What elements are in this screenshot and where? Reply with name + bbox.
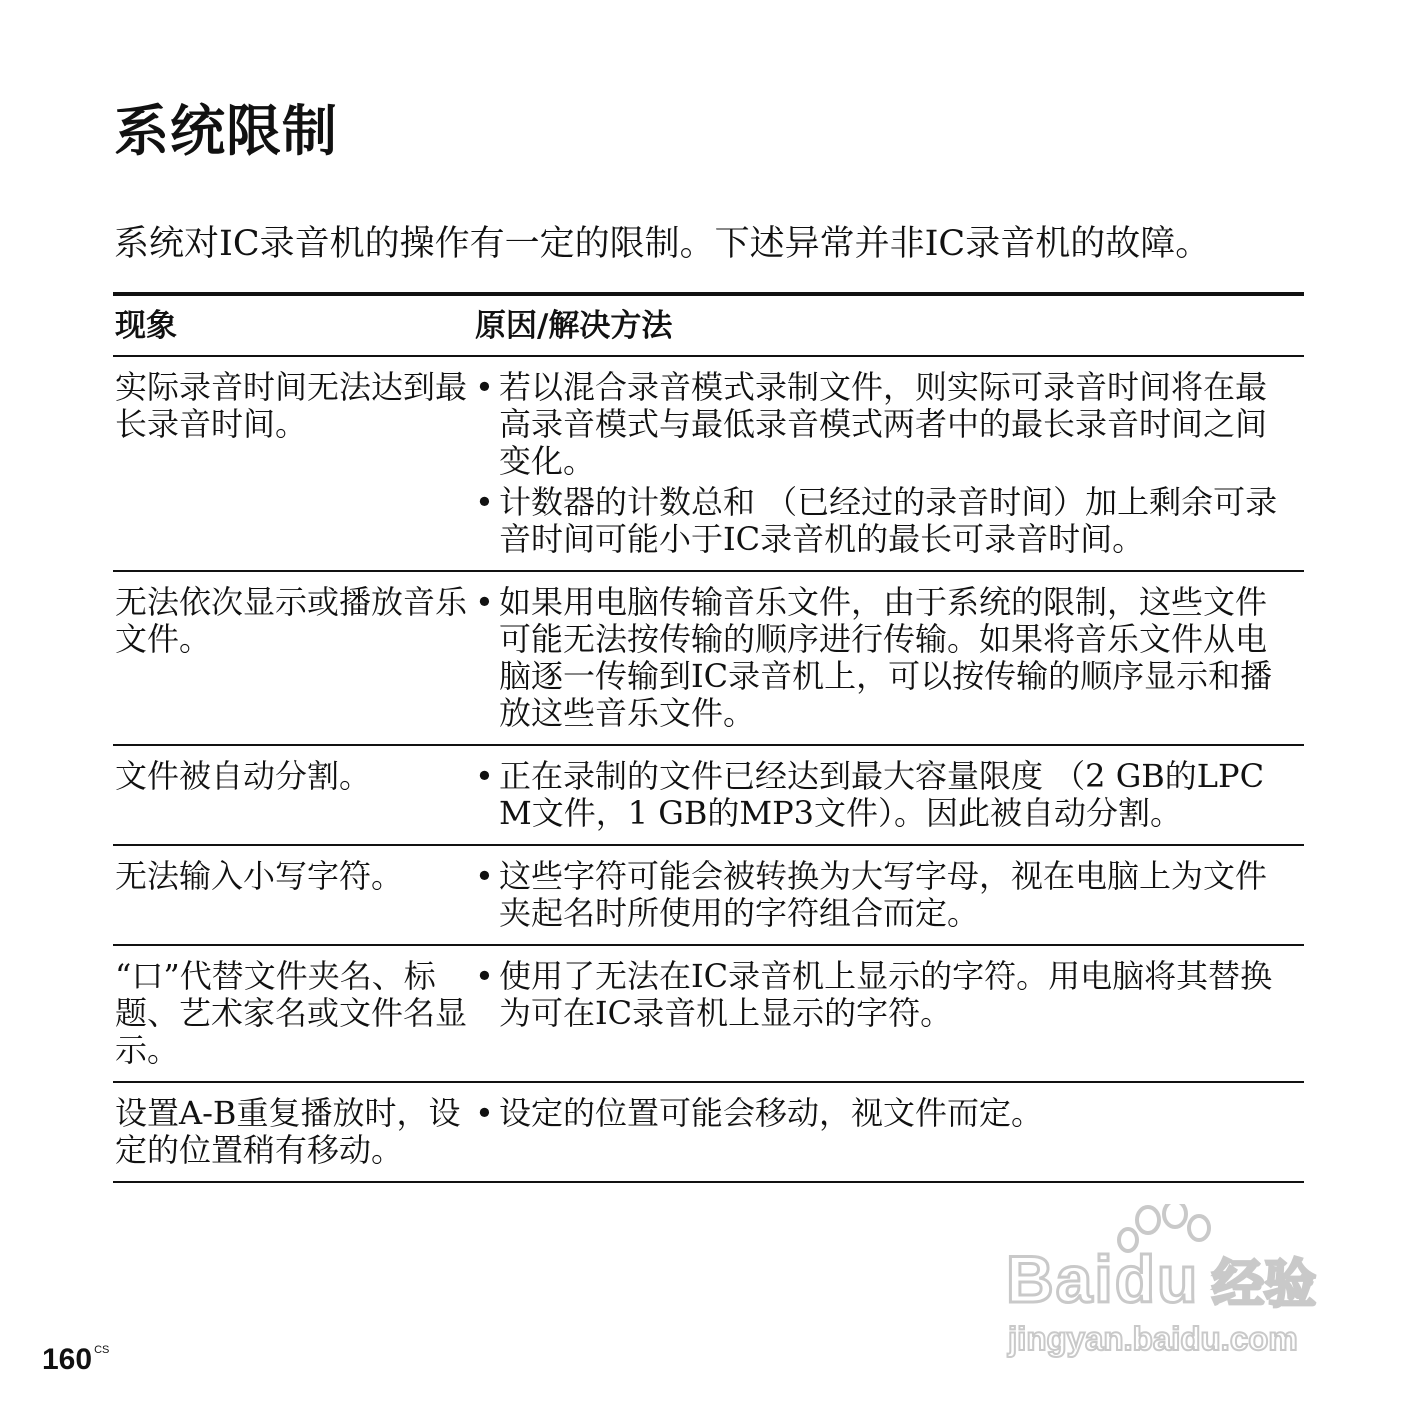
- bullet-icon: •: [475, 957, 494, 995]
- watermark-brand: Baidu: [1006, 1242, 1200, 1316]
- cause-cell: [475, 584, 1304, 732]
- cause-bullet: [475, 858, 1304, 932]
- page-number-value: 160: [42, 1343, 93, 1376]
- table-row: [113, 572, 1304, 746]
- cause-bullet: [475, 584, 1304, 732]
- bullet-icon: •: [475, 757, 494, 795]
- cause-cell: [475, 858, 1304, 932]
- page-number: [42, 1345, 109, 1375]
- watermark-url: jingyan.baidu.com: [1008, 1320, 1298, 1357]
- cause-cell: [475, 758, 1304, 832]
- cause-bullet: [475, 369, 1304, 480]
- cause-text: 使用了无法在IC录音机上显示的字符。用电脑将其替换为可在IC录音机上显示的字符。: [499, 957, 1273, 1032]
- symptom-cell: 无法依次显示或播放音乐文件。: [115, 583, 468, 658]
- table-row: [113, 946, 1304, 1083]
- page-language-suffix: CS: [94, 1344, 110, 1356]
- symptom-cell: 实际录音时间无法达到最长录音时间。: [115, 368, 468, 443]
- cause-text: 计数器的计数总和 （已经过的录音时间）加上剩余可录音时间可能小于IC录音机的最长可录音时间。: [499, 483, 1278, 558]
- table-row: [113, 746, 1304, 846]
- watermark-brand-suffix: 经验: [1212, 1255, 1317, 1315]
- header-symptom: 现象: [115, 307, 177, 344]
- cause-bullet: [475, 758, 1304, 832]
- cause-cell: [475, 958, 1304, 1069]
- cause-text: 这些字符可能会被转换为大写字母，视在电脑上为文件夹起名时所使用的字符组合而定。: [499, 857, 1268, 932]
- cause-text: 正在录制的文件已经达到最大容量限度 （2 GB的LPCM文件，1 GB的MP3文件）。因此被自动分割。: [499, 757, 1265, 832]
- page-title: 系统限制: [114, 99, 339, 163]
- bullet-icon: •: [475, 857, 494, 895]
- cause-bullet: [475, 484, 1304, 558]
- table-header-row: [113, 296, 1304, 357]
- cause-cell: [475, 369, 1304, 558]
- cause-text: 如果用电脑传输音乐文件，由于系统的限制，这些文件可能无法按传输的顺序进行传输。如果将音乐文件从电脑逐一传输到IC录音机上，可以按传输的顺序显示和播放这些音乐文件。: [499, 583, 1273, 732]
- cause-text: 设定的位置可能会移动，视文件而定。: [499, 1094, 1044, 1132]
- symptom-cell: 无法输入小写字符。: [115, 857, 404, 895]
- cause-bullet: [475, 958, 1304, 1032]
- cause-text: 若以混合录音模式录制文件，则实际可录音时间将在最高录音模式与最低录音模式两者中的最长录音时间之间变化。: [499, 368, 1268, 480]
- bullet-icon: •: [475, 583, 494, 621]
- bullet-icon: •: [475, 483, 494, 521]
- bullet-icon: •: [475, 1094, 494, 1132]
- table-row: [113, 846, 1304, 946]
- intro-text: 系统对IC录音机的操作有一定的限制。下述异常并非IC录音机的故障。: [114, 224, 1211, 264]
- symptom-cell: “口”代替文件夹名、标题、艺术家名或文件名显示。: [115, 957, 468, 1069]
- table-row: [113, 1083, 1304, 1183]
- limitations-table: [113, 292, 1304, 1183]
- symptom-cell: 设置A-B重复播放时，设定的位置稍有移动。: [115, 1094, 461, 1169]
- symptom-cell: 文件被自动分割。: [115, 757, 372, 795]
- table-row: [113, 357, 1304, 572]
- header-cause: 原因/解决方法: [475, 307, 673, 344]
- cause-bullet: [475, 1095, 1304, 1132]
- cause-cell: [475, 1095, 1304, 1169]
- baidu-jingyan-watermark: [1000, 1204, 1332, 1362]
- bullet-icon: •: [475, 368, 494, 406]
